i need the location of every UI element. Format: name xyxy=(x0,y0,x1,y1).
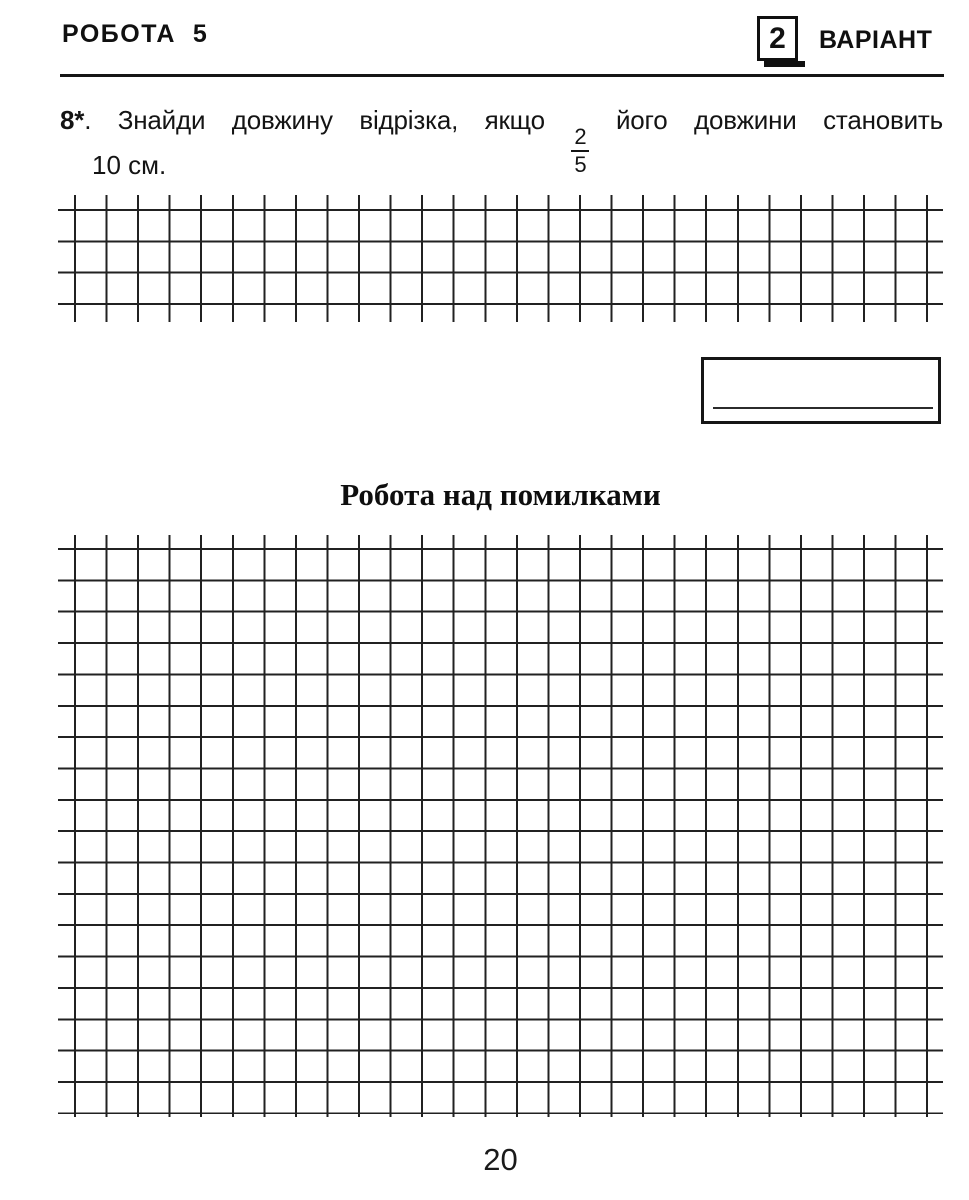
variant-box-shadow xyxy=(764,61,805,67)
problem-text-before: Знайди довжину відрізка, якщо xyxy=(117,105,545,135)
variant-label: ВАРІАНТ xyxy=(819,26,933,54)
fraction-denominator: 5 xyxy=(574,152,587,177)
fraction-two-fifths xyxy=(571,126,589,176)
page-number: 20 xyxy=(483,1142,518,1177)
problem-text-line2: 10 см. xyxy=(92,150,167,180)
grid-paper-small-horizontal-lines xyxy=(58,209,943,305)
answer-write-line xyxy=(713,407,933,409)
answer-box xyxy=(701,357,941,424)
variant-number: 2 xyxy=(769,21,786,55)
problem-number: 8* xyxy=(60,105,85,135)
problem-text-line1 xyxy=(60,92,943,176)
grid-paper-large-horizontal-lines xyxy=(58,548,943,1114)
problem-text-after: його довжини становить xyxy=(615,105,943,135)
section-heading: Робота над помилками xyxy=(340,477,661,512)
variant-number-box xyxy=(757,16,798,61)
header-divider xyxy=(60,74,944,77)
problem-separator: . xyxy=(84,105,92,135)
work-title: РОБОТА 5 xyxy=(62,20,209,48)
fraction-numerator: 2 xyxy=(571,126,589,152)
